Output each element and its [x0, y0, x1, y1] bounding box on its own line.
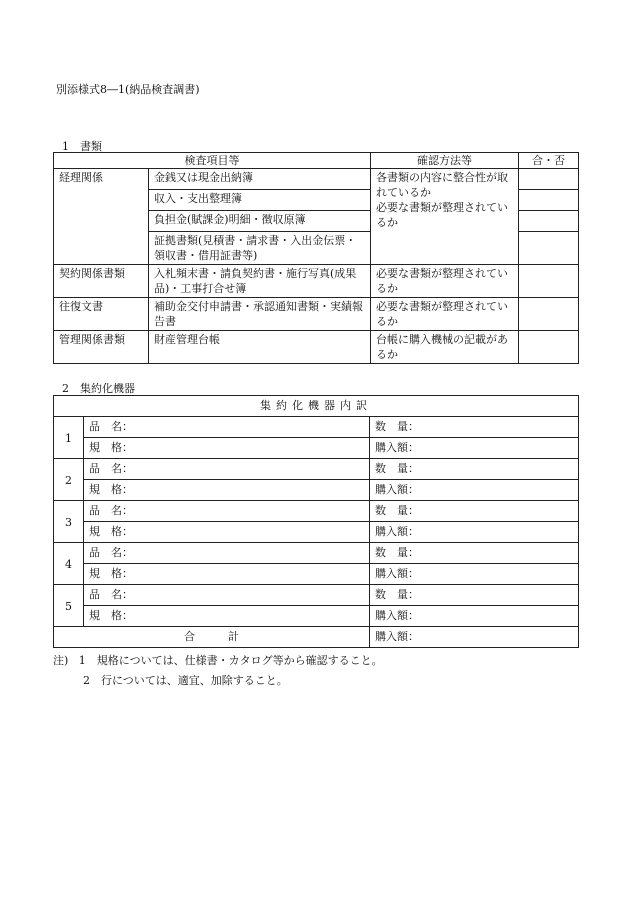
- method-accounting: 各書類の内容に整合性が取れているか 必要な書類が整理されているか: [371, 169, 519, 265]
- total-label: 合 計: [54, 627, 370, 648]
- name-field[interactable]: 品 名：: [84, 417, 370, 438]
- method-correspondence: 必要な書類が整理されているか: [371, 298, 519, 331]
- row-number: 2: [54, 459, 84, 501]
- name-field[interactable]: 品 名：: [84, 459, 370, 480]
- category-contract: 契約関係書類: [54, 265, 149, 298]
- quantity-field[interactable]: 数 量：: [370, 585, 579, 606]
- category-accounting: 経理関係: [54, 169, 149, 265]
- spec-field[interactable]: 規 格：: [84, 564, 370, 585]
- quantity-field[interactable]: 数 量：: [370, 417, 579, 438]
- spec-field[interactable]: 規 格：: [84, 606, 370, 627]
- note-line-1: [53, 651, 383, 671]
- equipment-table: [53, 395, 579, 648]
- header-items: 検査項目等: [54, 153, 371, 169]
- result-cell[interactable]: [519, 190, 579, 211]
- note-1-text: 1 規格については、仕様書・カタログ等から確認すること。: [78, 654, 383, 667]
- result-cell[interactable]: [519, 169, 579, 190]
- item-levy-ledger: 負担金(賦課金)明細・徴収原簿: [149, 211, 371, 232]
- category-management: 管理関係書類: [54, 331, 149, 364]
- quantity-field[interactable]: 数 量：: [370, 501, 579, 522]
- equipment-table-title: 集約化機器内訳: [54, 396, 579, 417]
- price-field[interactable]: 購入額：: [370, 480, 579, 501]
- result-cell[interactable]: [519, 298, 579, 331]
- spec-field[interactable]: 規 格：: [84, 438, 370, 459]
- form-title: 別添様式8―1(納品検査調書): [56, 83, 200, 96]
- documents-table: [53, 152, 579, 364]
- price-field[interactable]: 購入額：: [370, 564, 579, 585]
- section1-heading: 1 書類: [62, 140, 102, 153]
- price-field[interactable]: 購入額：: [370, 522, 579, 543]
- item-asset-ledger: 財産管理台帳: [149, 331, 371, 364]
- result-cell[interactable]: [519, 265, 579, 298]
- result-cell[interactable]: [519, 232, 579, 265]
- row-number: 4: [54, 543, 84, 585]
- total-price-field[interactable]: 購入額：: [370, 627, 579, 648]
- item-contract-docs: 入札頻末書・請負契約書・施行写真(成果品)・工事打合せ簿: [149, 265, 371, 298]
- category-correspondence: 往復文書: [54, 298, 149, 331]
- result-cell[interactable]: [519, 331, 579, 364]
- row-number: 1: [54, 417, 84, 459]
- price-field[interactable]: 購入額：: [370, 438, 579, 459]
- item-income-expense: 収入・支出整理簿: [149, 190, 371, 211]
- quantity-field[interactable]: 数 量：: [370, 459, 579, 480]
- row-number: 3: [54, 501, 84, 543]
- result-cell[interactable]: [519, 211, 579, 232]
- spec-field[interactable]: 規 格：: [84, 522, 370, 543]
- spec-field[interactable]: 規 格：: [84, 480, 370, 501]
- note-prefix: 注): [53, 654, 69, 667]
- header-result: 合・否: [519, 153, 579, 169]
- method-management: 台帳に購入機械の記載があるか: [371, 331, 519, 364]
- item-subsidy-docs: 補助金交付申請書・承認通知書類・実績報告書: [149, 298, 371, 331]
- header-method: 確認方法等: [371, 153, 519, 169]
- note-line-2: 2 行については、適宜、加除すること。: [83, 674, 288, 687]
- item-cashbook: 金銭又は現金出納簿: [149, 169, 371, 190]
- quantity-field[interactable]: 数 量：: [370, 543, 579, 564]
- name-field[interactable]: 品 名：: [84, 543, 370, 564]
- row-number: 5: [54, 585, 84, 627]
- method-contract: 必要な書類が整理されているか: [371, 265, 519, 298]
- price-field[interactable]: 購入額：: [370, 606, 579, 627]
- name-field[interactable]: 品 名：: [84, 585, 370, 606]
- item-evidence-docs: 証拠書類(見積書・請求書・入出金伝票・領収書・借用証書等): [149, 232, 371, 265]
- notes: [53, 651, 383, 691]
- name-field[interactable]: 品 名：: [84, 501, 370, 522]
- section2-heading: 2 集約化機器: [62, 382, 135, 395]
